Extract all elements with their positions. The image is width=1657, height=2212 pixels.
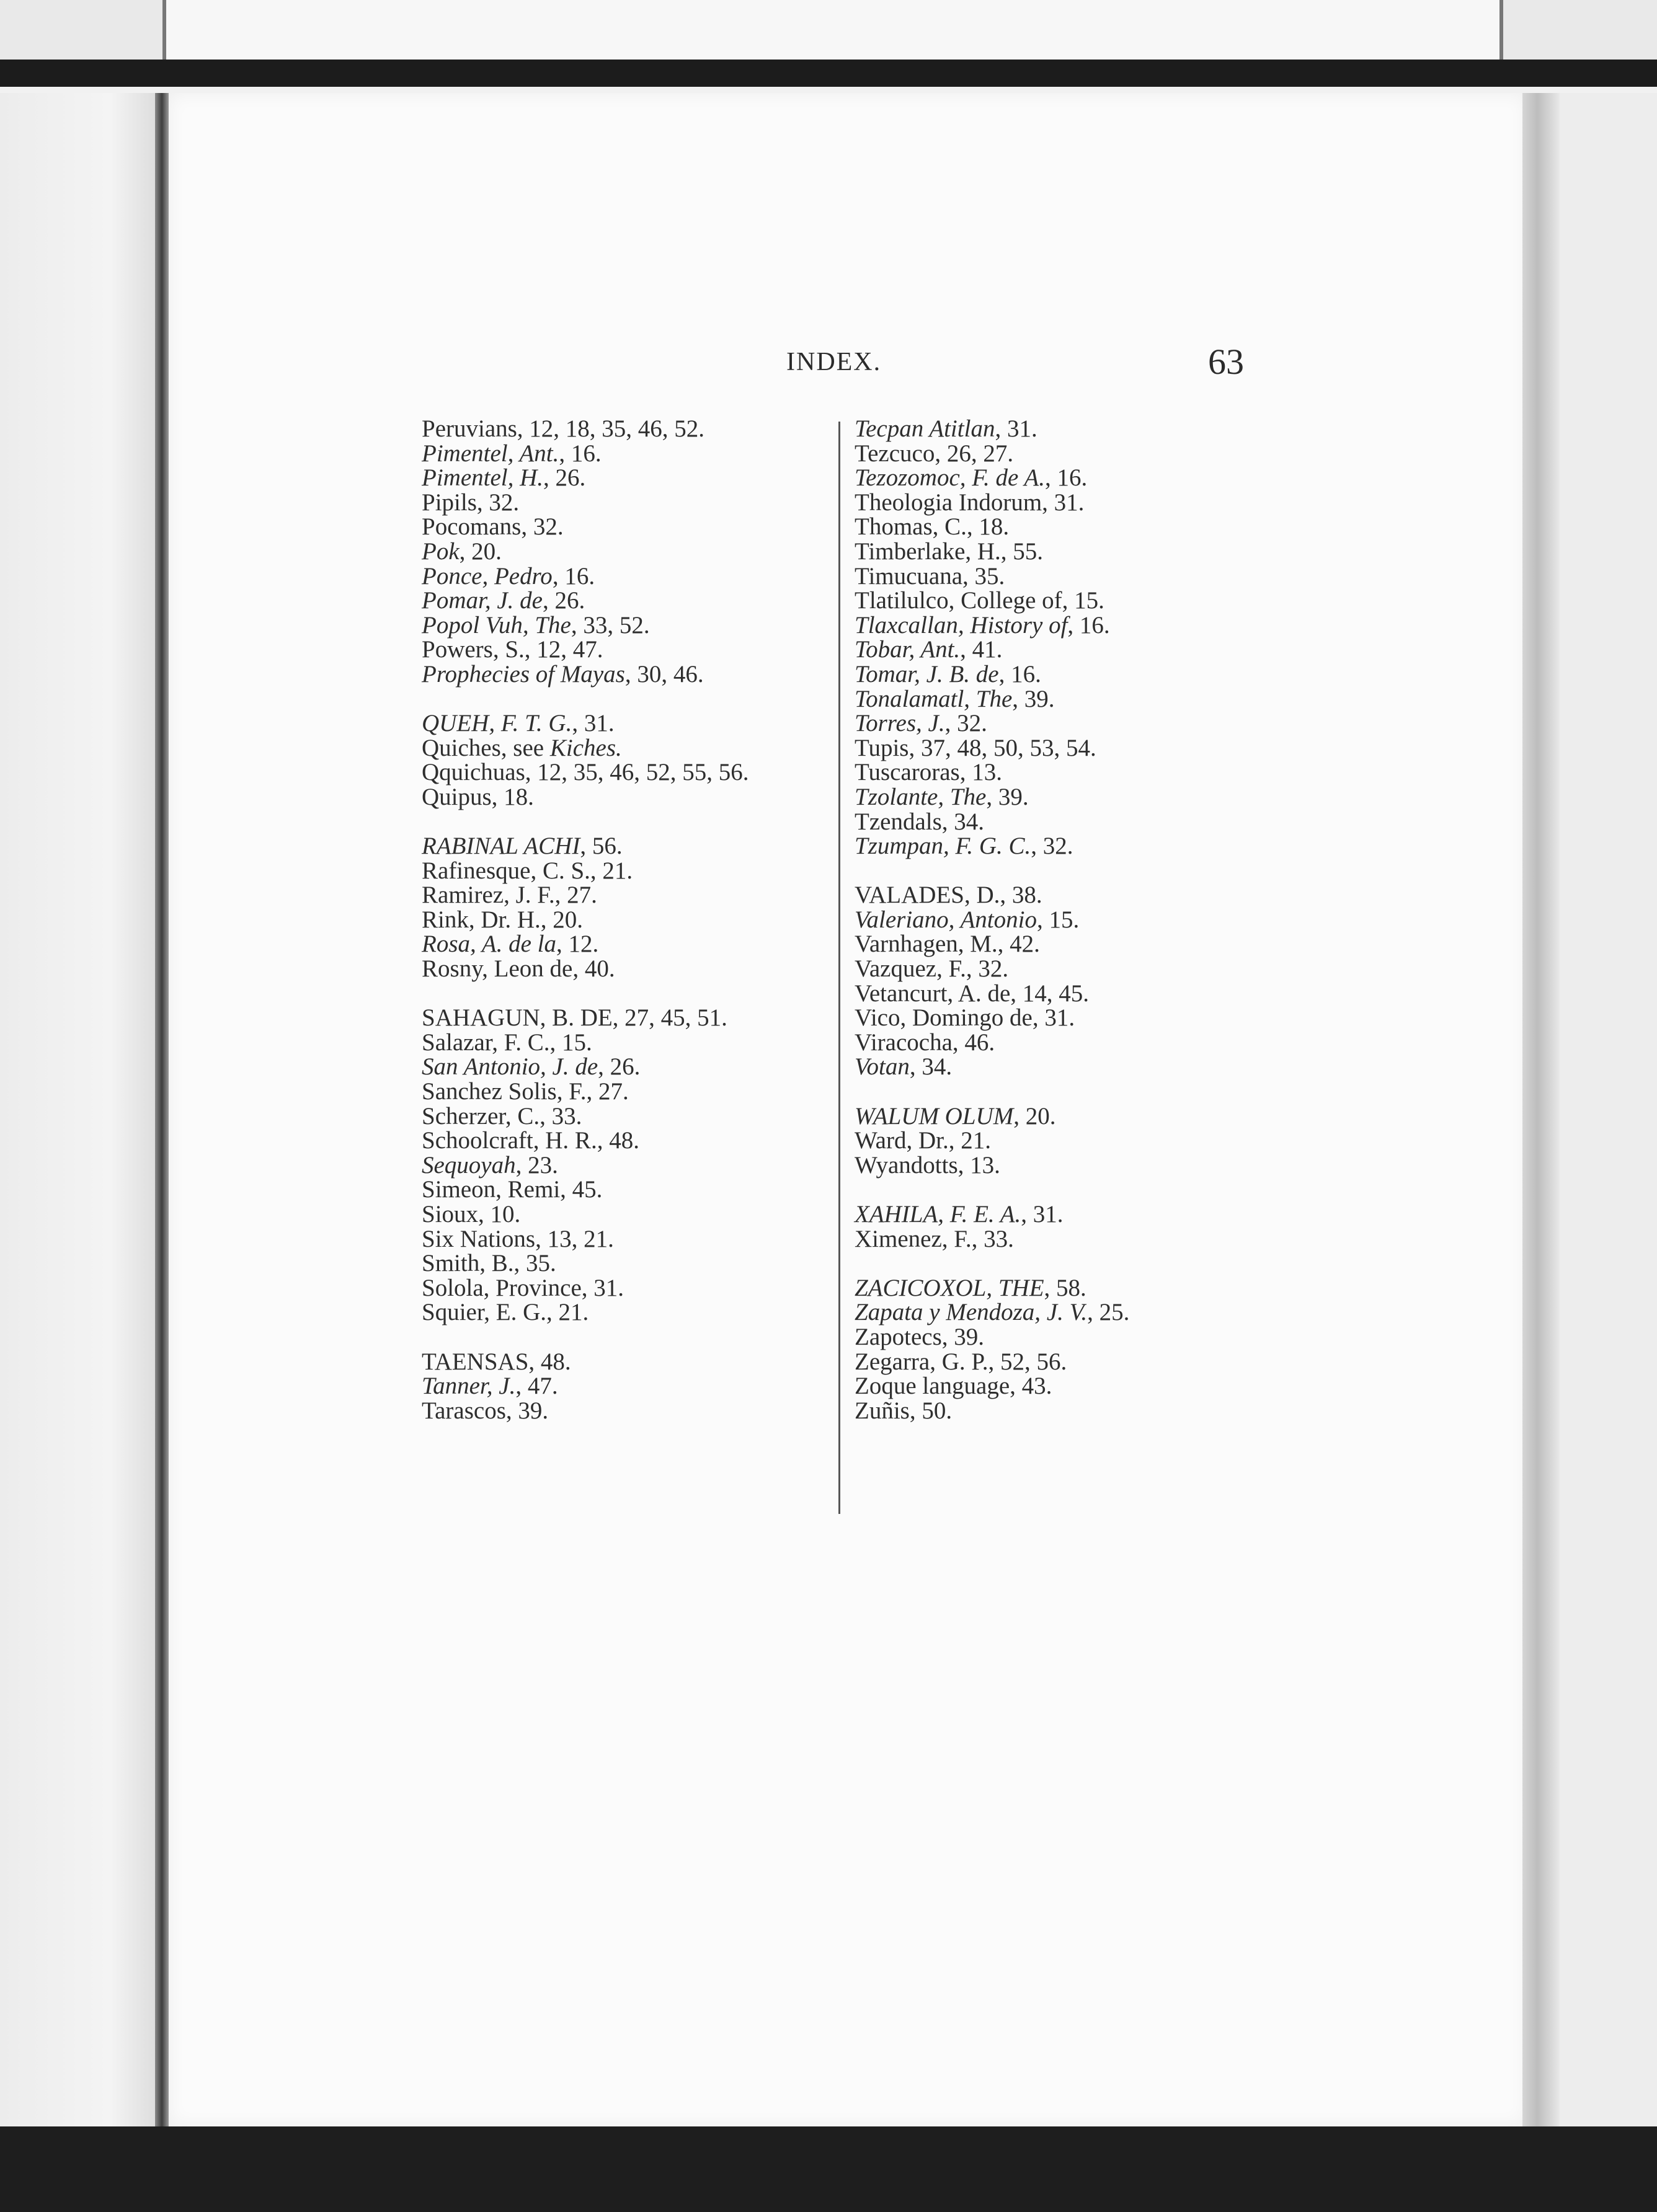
entry-italic-text: Tonalamatl, The [855, 685, 1013, 712]
index-entry [855, 466, 1251, 490]
entry-text: Tupis, 37, 48, 50, 53, 54. [855, 734, 1096, 761]
index-entry [422, 466, 831, 490]
entry-text: , 26. [598, 1053, 641, 1081]
entry-text: Thomas, C., 18. [855, 513, 1010, 541]
entry-italic-text: Votan [855, 1053, 910, 1081]
entry-text: Qquichuas, 12, 35, 46, 52, 55, 56. [422, 759, 749, 786]
entry-text: , 32. [1031, 833, 1073, 860]
entry-text: Simeon, Remi, 45. [422, 1176, 603, 1203]
entry-text: Ramirez, J. F., 27. [422, 882, 597, 909]
entry-text: Tzendals, 34. [855, 808, 985, 835]
entry-text: , 20. [459, 538, 502, 565]
previous-page-edge [162, 0, 1503, 62]
index-entry [422, 736, 831, 761]
entry-text: Tarascos, 39. [422, 1397, 549, 1424]
index-entry [422, 441, 831, 466]
entry-italic-text: Pomar, J. de [422, 587, 543, 614]
index-entry [855, 441, 1251, 466]
entry-text: Pocomans, 32. [422, 513, 564, 541]
index-entry [422, 1079, 831, 1104]
entry-text: , 12. [556, 931, 599, 958]
index-entry [855, 736, 1251, 761]
index-entry [422, 1128, 831, 1153]
index-entry [855, 539, 1251, 564]
index-entry [422, 515, 831, 539]
index-page [169, 93, 1527, 2126]
entry-text: Sioux, 10. [422, 1201, 521, 1228]
index-entry [855, 490, 1251, 515]
entry-text: Viracocha, 46. [855, 1029, 995, 1056]
index-entry [855, 662, 1251, 687]
entry-text: Solola, Province, 31. [422, 1274, 624, 1301]
index-entry [855, 785, 1251, 810]
index-entry [855, 1055, 1251, 1079]
entry-text: Quipus, 18. [422, 783, 534, 810]
index-entry [422, 760, 831, 785]
entry-text: Smith, B., 35. [422, 1250, 556, 1277]
index-entry [855, 1006, 1251, 1030]
entry-text: Tlatilulco, College of, 15. [855, 587, 1104, 614]
entry-text: , 56. [580, 833, 623, 860]
entry-italic-text: Ponce, Pedro [422, 562, 553, 590]
index-entry [422, 1300, 831, 1325]
entry-italic-text: Tezozomoc, F. de A. [855, 464, 1045, 492]
index-entry [855, 1374, 1251, 1399]
index-entry [855, 1030, 1251, 1055]
index-entry [422, 588, 831, 613]
entry-text: Zegarra, G. P., 52, 56. [855, 1348, 1067, 1375]
letter-section-gap [855, 1177, 1251, 1202]
entry-text: Squier, E. G., 21. [422, 1299, 589, 1326]
entry-text: Powers, S., 12, 47. [422, 636, 603, 663]
column-divider [838, 422, 840, 1514]
entry-text: Sanchez Solis, F., 27. [422, 1078, 629, 1105]
entry-text: , 16. [1067, 611, 1110, 639]
index-entry [422, 564, 831, 589]
scan-margin-right [1560, 93, 1657, 2126]
index-entry [422, 1227, 831, 1252]
index-entry [855, 1227, 1251, 1252]
index-entry [855, 1104, 1251, 1129]
entry-italic-text: Tlaxcallan, History of [855, 611, 1068, 639]
running-head: INDEX. [786, 348, 882, 376]
letter-section-gap [855, 1079, 1251, 1104]
book-gutter [155, 93, 169, 2126]
index-entry [422, 834, 831, 859]
entry-italic-text: San Antonio, J. de [422, 1053, 598, 1081]
entry-text: Zoque language, 43. [855, 1373, 1052, 1400]
entry-italic-text: Tzumpan, F. G. C. [855, 833, 1031, 860]
index-entry [422, 1177, 831, 1202]
index-entry [422, 1055, 831, 1079]
index-entry [855, 1399, 1251, 1423]
entry-text: , 31. [995, 415, 1037, 442]
entry-text: , 26. [543, 464, 586, 492]
entry-text: Vico, Domingo de, 31. [855, 1004, 1075, 1032]
entry-text: , 30, 46. [624, 660, 704, 688]
entry-text: Varnhagen, M., 42. [855, 931, 1040, 958]
index-entry [855, 417, 1251, 441]
entry-text: , 31. [572, 710, 615, 737]
index-entry [855, 515, 1251, 539]
index-entry [422, 859, 831, 883]
index-entry [855, 687, 1251, 712]
index-entry [855, 883, 1251, 908]
index-entry [422, 662, 831, 687]
letter-section-gap [422, 1325, 831, 1350]
scan-border-bottom [0, 2126, 1657, 2212]
entry-text: Ward, Dr., 21. [855, 1127, 991, 1154]
index-entry [855, 932, 1251, 957]
index-entry [422, 637, 831, 662]
entry-text: Theologia Indorum, 31. [855, 489, 1085, 516]
entry-text: Salazar, F. C., 15. [422, 1029, 592, 1056]
entry-italic-text: Tobar, Ant. [855, 636, 961, 663]
index-entry [422, 1374, 831, 1399]
entry-text: , 39. [986, 783, 1029, 810]
entry-text: Tezcuco, 26, 27. [855, 440, 1014, 467]
index-column-left [422, 417, 831, 1423]
entry-text: , 16. [998, 660, 1041, 688]
entry-italic-text: Tanner, J. [422, 1373, 516, 1400]
index-entry [855, 637, 1251, 662]
index-entry [422, 1202, 831, 1227]
index-entry [422, 1030, 831, 1055]
entry-text: , 47. [515, 1373, 558, 1400]
entry-text: Scherzer, C., 33. [422, 1102, 582, 1130]
letter-section-gap [855, 1251, 1251, 1276]
entry-text: Rafinesque, C. S., 21. [422, 857, 633, 884]
entry-italic-text: RABINAL ACHI [422, 833, 580, 860]
index-entry [855, 1202, 1251, 1227]
entry-text: Wyandotts, 13. [855, 1151, 1000, 1179]
entry-text: , 16. [552, 562, 595, 590]
index-entry [855, 1128, 1251, 1153]
entry-text: Vazquez, F., 32. [855, 955, 1009, 983]
entry-text: , 58. [1044, 1274, 1086, 1301]
entry-italic-text: Kiches. [549, 734, 622, 761]
entry-italic-text: Pimentel, H. [422, 464, 544, 492]
index-entry [422, 883, 831, 908]
letter-section-gap [855, 859, 1251, 883]
entry-text: Quiches, see [422, 734, 550, 761]
entry-italic-text: Sequoyah [422, 1151, 516, 1179]
entry-text: Rink, Dr. H., 20. [422, 906, 584, 933]
index-entry [422, 957, 831, 981]
entry-italic-text: Torres, J. [855, 710, 945, 737]
entry-italic-text: Zapata y Mendoza, J. V. [855, 1299, 1088, 1326]
index-entry [422, 1251, 831, 1276]
index-entry [422, 613, 831, 638]
entry-text: , 16. [1044, 464, 1088, 492]
entry-text: , 32. [944, 710, 987, 737]
index-entry [422, 1350, 831, 1374]
entry-text: Zapotecs, 39. [855, 1323, 985, 1350]
index-entry [855, 908, 1251, 932]
index-entry [422, 908, 831, 932]
entry-italic-text: Tecpan Atitlan [855, 415, 995, 442]
entry-italic-text: WALUM OLUM [855, 1102, 1014, 1130]
entry-text: Tuscaroras, 13. [855, 759, 1002, 786]
index-entry [855, 1325, 1251, 1350]
entry-text: , 41. [960, 636, 1003, 663]
previous-page-strip [0, 0, 1657, 62]
index-entry [422, 490, 831, 515]
entry-text: VALADES, D., 38. [855, 882, 1042, 909]
entry-italic-text: Prophecies of Mayas [422, 660, 625, 688]
page-number: 63 [1208, 342, 1244, 382]
entry-italic-text: Pok [422, 538, 460, 565]
index-entry [422, 1006, 831, 1030]
entry-text: TAENSAS, 48. [422, 1348, 571, 1375]
entry-text: Six Nations, 13, 21. [422, 1225, 614, 1252]
index-entry [855, 613, 1251, 638]
page-edge-right [1522, 93, 1560, 2126]
index-entry [422, 785, 831, 810]
entry-text: Ximenez, F., 33. [855, 1225, 1014, 1252]
entry-text: , 39. [1012, 685, 1055, 712]
entry-text: Timberlake, H., 55. [855, 538, 1044, 565]
index-entry [855, 1300, 1251, 1325]
index-entry [422, 1153, 831, 1178]
entry-italic-text: ZACICOXOL, THE [855, 1274, 1044, 1301]
entry-text: , 31. [1021, 1201, 1064, 1228]
entry-text: Schoolcraft, H. R., 48. [422, 1127, 639, 1154]
index-entry [422, 711, 831, 736]
entry-text: Timucuana, 35. [855, 562, 1005, 590]
index-entry [422, 539, 831, 564]
entry-text: , 33, 52. [571, 611, 650, 639]
entry-text: , 16. [559, 440, 602, 467]
index-entry [855, 711, 1251, 736]
entry-italic-text: Valeriano, Antonio [855, 906, 1037, 933]
index-entry [855, 810, 1251, 834]
index-entry [422, 417, 831, 441]
entry-italic-text: Tomar, J. B. de [855, 660, 999, 688]
entry-text: , 20. [1013, 1102, 1056, 1130]
index-entry [855, 834, 1251, 859]
facing-page-margin [0, 93, 158, 2126]
entry-text: Vetancurt, A. de, 14, 45. [855, 980, 1090, 1007]
index-entry [855, 981, 1251, 1006]
index-entry [855, 957, 1251, 981]
entry-italic-text: Pimentel, Ant. [422, 440, 559, 467]
index-entry [855, 760, 1251, 785]
entry-text: SAHAGUN, B. DE, 27, 45, 51. [422, 1004, 727, 1032]
entry-text: , 26. [542, 587, 585, 614]
index-entry [855, 588, 1251, 613]
index-entry [422, 932, 831, 957]
entry-text: , 15. [1036, 906, 1080, 933]
index-entry [422, 1104, 831, 1129]
entry-italic-text: Tzolante, The [855, 783, 987, 810]
entry-text: , 34. [909, 1053, 953, 1081]
entry-italic-text: Popol Vuh, The [422, 611, 571, 639]
entry-italic-text: XAHILA, F. E. A. [855, 1201, 1021, 1228]
index-entry [855, 1350, 1251, 1374]
entry-text: , 25. [1087, 1299, 1130, 1326]
entry-text: Pipils, 32. [422, 489, 520, 516]
index-entry [422, 1399, 831, 1423]
entry-text: , 23. [515, 1151, 558, 1179]
letter-section-gap [422, 981, 831, 1006]
index-column-right [855, 417, 1251, 1423]
index-entry [422, 1276, 831, 1301]
entry-text: Zuñis, 50. [855, 1397, 953, 1424]
entry-text: Rosny, Leon de, 40. [422, 955, 615, 983]
letter-section-gap [422, 687, 831, 712]
letter-section-gap [422, 810, 831, 834]
entry-italic-text: Rosa, A. de la [422, 931, 557, 958]
entry-text: Peruvians, 12, 18, 35, 46, 52. [422, 415, 705, 442]
index-entry [855, 1153, 1251, 1178]
entry-italic-text: QUEH, F. T. G. [422, 710, 572, 737]
index-entry [855, 1276, 1251, 1301]
index-entry [855, 564, 1251, 589]
